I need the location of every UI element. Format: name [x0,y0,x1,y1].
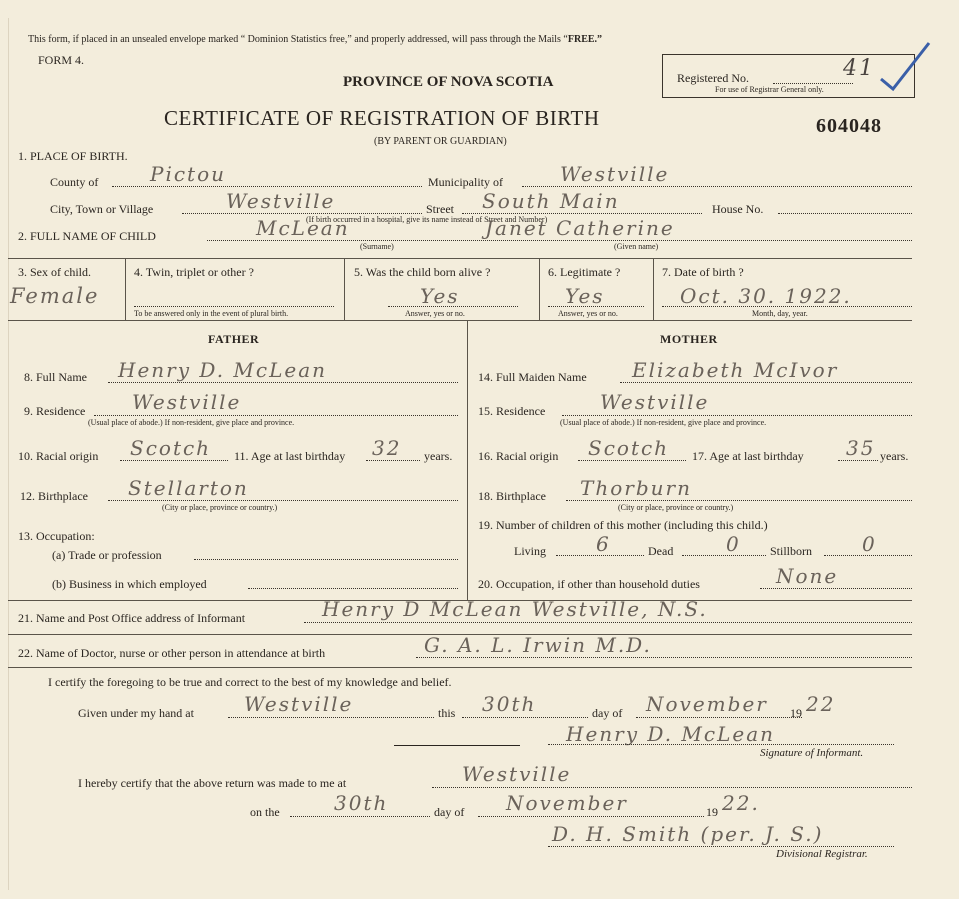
registered-value: 41 [843,56,875,81]
doctor-line [416,657,912,658]
father-name-label: 8. Full Name [24,370,87,384]
alive-label: 5. Was the child born alive ? [354,265,491,279]
father-racial-line [120,460,228,461]
registrar-place-line [432,787,912,788]
given-name-caption: (Given name) [614,242,659,251]
given-day-of-label: day of [592,706,623,720]
registered-line [773,65,853,84]
mother-occupation-label: 20. Occupation, if other than household duties [478,577,700,591]
short-divider [394,745,520,746]
registrar-caption: Divisional Registrar. [776,848,868,860]
informant-line [304,622,912,623]
mother-residence-line [562,415,912,416]
child-name-line [207,240,912,241]
mother-birthplace-caption: (City or place, province or country.) [618,503,734,512]
father-age-label: 11. Age at last birthday [234,449,346,463]
mother-residence-caption: (Usual place of abode.) If non-resident, give place and province. [560,418,767,427]
mother-residence-label: 15. Residence [478,404,546,418]
informant-signature-line [548,744,894,745]
col-divider-2 [344,258,345,320]
parents-divider [467,320,468,600]
given-place-line [228,717,434,718]
street-line [462,213,702,214]
free-label: FREE.” [567,34,603,45]
given-month-line [636,717,802,718]
house-number-label: House No. [712,202,764,216]
doctor-value: G. A. L. Irwin M.D. [424,633,652,657]
mother-racial-line [578,460,686,461]
father-residence-label: 9. Residence [24,404,86,418]
living-value: 6 [596,532,611,556]
twin-caption: To be answered only in the event of plural birth. [134,309,289,318]
living-label: Living [514,544,546,558]
given-day-line [462,717,588,718]
mother-heading: MOTHER [660,332,718,346]
mother-occupation-line [760,588,912,589]
on-the-label: on the [250,805,280,819]
registered-box [662,54,915,98]
mother-birthplace-line [566,500,912,501]
mother-residence-value: Westville [600,390,710,414]
trade-label: (a) Trade or profession [52,548,162,562]
reg-day-of-label: day of [434,805,465,819]
father-birthplace-caption: (City or place, province or country.) [162,503,278,512]
dead-label: Dead [648,544,674,558]
given-year-prefix: 19 [790,706,802,720]
reg-day-value: 30th [334,791,389,815]
mother-occupation-value: None [776,564,839,588]
father-age-value: 32 [372,436,402,460]
registrar-signature-line [548,846,894,847]
mother-name-value: Elizabeth McIvor [632,358,839,382]
certify-text: I certify the foregoing to be true and correct to the best of my knowledge and belief. [48,675,452,689]
given-at-label: Given under my hand at [78,706,194,720]
registrar-place-value: Westville [462,762,572,786]
dob-label: 7. Date of birth ? [662,265,744,279]
certificate-number: 604048 [816,115,882,137]
province-heading: PROVINCE OF NOVA SCOTIA [343,74,554,90]
county-label: County of [50,175,99,189]
mail-notice [28,34,602,45]
mother-years-label: years. [880,449,909,463]
sex-label: 3. Sex of child. [18,265,91,279]
this-label: this [438,706,456,720]
father-birthplace-line [108,500,458,501]
certificate-subtitle: (BY PARENT OR GUARDIAN) [374,136,507,147]
stillborn-label: Stillborn [770,544,813,558]
rule-row3-top [8,258,912,259]
house-number-line [778,213,912,214]
trade-line [194,559,458,560]
certificate-title: CERTIFICATE OF REGISTRATION OF BIRTH [164,106,600,130]
given-month-value: November [646,692,768,716]
business-label: (b) Business in which employed [52,577,207,591]
dob-value: Oct. 30. 1922. [680,284,852,308]
father-birthplace-value: Stellarton [128,476,249,500]
county-line [112,186,422,187]
municipality-label: Municipality of [428,175,503,189]
city-value: Westville [226,189,336,213]
dead-line [682,555,766,556]
hospital-note: (If birth occurred in a hospital, give its name instead of Street and Number) [306,215,548,224]
dead-value: 0 [726,532,741,556]
father-heading: FATHER [208,332,260,346]
business-line [248,588,458,589]
father-years-label: years. [424,449,453,463]
mother-name-label: 14. Full Maiden Name [478,370,587,384]
surname-caption: (Surname) [360,242,394,251]
mother-birthplace-value: Thorburn [580,476,692,500]
city-label: City, Town or Village [50,202,154,216]
given-place-value: Westville [244,692,354,716]
mother-age-line [838,460,878,461]
alive-value: Yes [420,284,460,308]
rule-certification-top [8,667,912,668]
registrar-signature: D. H. Smith (per. J. S.) [552,822,824,846]
place-of-birth-heading: 1. PLACE OF BIRTH. [18,149,128,163]
legitimate-label: 6. Legitimate ? [548,265,621,279]
street-label: Street [426,202,454,216]
sex-value: Female [10,284,100,308]
father-age-line [366,460,420,461]
registrar-certify-text: I hereby certify that the above return was made to me at [78,776,347,790]
informant-signature: Henry D. McLean [566,722,776,746]
dob-line [662,306,912,307]
child-name-label: 2. FULL NAME OF CHILD [18,229,156,243]
blue-check-mark [875,37,935,97]
father-name-line [108,382,458,383]
doctor-label: 22. Name of Doctor, nurse or other person in attendance at birth [18,646,326,660]
legitimate-value: Yes [565,284,605,308]
given-year-value: 22 [806,692,836,716]
informant-signature-caption: Signature of Informant. [760,747,864,759]
legitimate-line [548,306,644,307]
street-value: South Main [482,189,620,213]
given-day-value: 30th [482,692,537,716]
twin-label: 4. Twin, triplet or other ? [134,265,254,279]
reg-month-value: November [506,791,628,815]
mail-notice-text: This form, if placed in an unsealed envelope marked “ Dominion Statistics free,” and properly addressed, will pass through the Mails “ [28,34,568,45]
municipality-value: Westville [560,162,670,186]
reg-day-line [290,816,430,817]
father-residence-line [94,415,458,416]
mother-birthplace-label: 18. Birthplace [478,489,546,503]
mother-name-line [620,382,912,383]
alive-caption: Answer, yes or no. [405,309,465,318]
registrar-use-note: For use of Registrar General only. [715,85,824,94]
father-residence-caption: (Usual place of abode.) If non-resident, give place and province. [88,418,295,427]
child-given-names: Janet Catherine [485,216,675,240]
dob-caption: Month, day, year. [752,309,808,318]
reg-year-value: 22. [722,791,760,815]
father-name-value: Henry D. McLean [118,358,328,382]
father-racial-label: 10. Racial origin [18,449,99,463]
city-line [182,213,422,214]
child-surname: McLean [256,216,350,240]
col-divider-4 [653,258,654,320]
mother-racial-label: 16. Racial origin [478,449,559,463]
twin-line [134,306,334,307]
informant-label: 21. Name and Post Office address of Informant [18,611,246,625]
father-racial-value: Scotch [130,436,212,460]
mother-age-value: 35 [846,436,876,460]
mother-racial-value: Scotch [588,436,670,460]
reg-month-line [478,816,704,817]
mother-age-label: 17. Age at last birthday [692,449,804,463]
father-residence-value: Westville [132,390,242,414]
registered-label: Registered No. [677,71,749,85]
stillborn-value: 0 [862,532,877,556]
legitimate-caption: Answer, yes or no. [558,309,618,318]
reg-year-prefix: 19 [706,805,718,819]
occupation-label: 13. Occupation: [18,529,95,543]
county-value: Pictou [150,162,227,186]
informant-value: Henry D McLean Westville, N.S. [322,597,708,621]
rule-parents-top [8,320,912,321]
municipality-line [522,186,912,187]
alive-line [388,306,518,307]
col-divider-1 [125,258,126,320]
form-number: FORM 4. [38,53,85,67]
father-birthplace-label: 12. Birthplace [20,489,88,503]
col-divider-3 [539,258,540,320]
children-count-label: 19. Number of children of this mother (including this child.) [478,518,768,532]
